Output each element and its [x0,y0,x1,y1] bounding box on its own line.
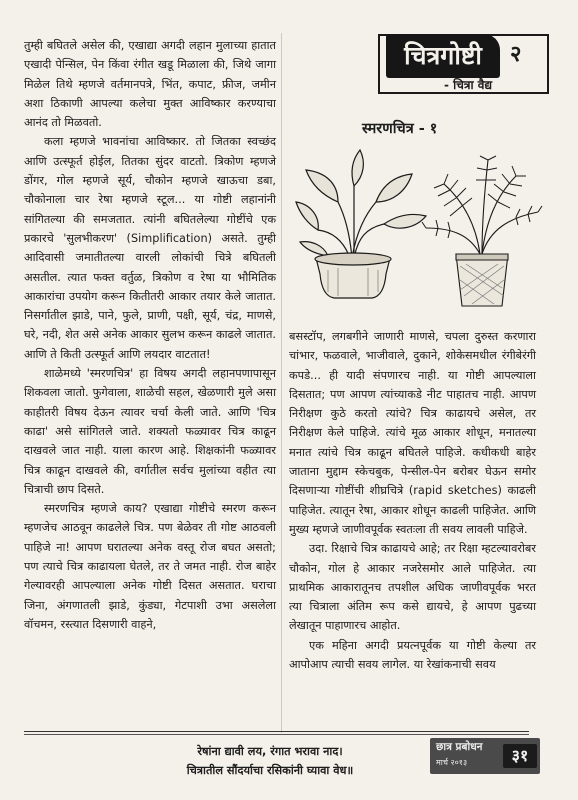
left-plant-icon [296,150,426,298]
article-title: स्मरणचित्र - १ [362,121,438,137]
footer-rule-inner [24,734,529,735]
paragraph-5: बसस्टॉप, लगबगीने जाणारी माणसे, चपला दुरुस्त करणारा चांभार, फळवाले, भाजीवाले, दुकाने, शोकेसमधील रंगीबेरंगी कपडे... ही यादी संपणारच नाही. या गोष्टी आपल्याला दिसतात; पण आपण त्यांच्याकडे नीट पाहातच नाही. आपण निरीक्षण कुठे करतो त्यांचे? चित्र काढायचे असेल, तर निरीक्षण केले पाहिजे. त्यांचे मूळ आकार शोधून, मनातल्या मनात त्यांचे चित्र काढून बघितले पाहिजे. कधीकधी बाहेर जाताना मुद्दाम स्केचबुक, पेन्सील-पेन बरोबर घेऊन समोर दिसणाऱ्या गोष्टींची शीघ्रचित्रे (rapid sketches) काढली पाहिजेत. त्यातून रेषा, आकार शोधून काढली पाहिजेत. आणि मुख्य म्हणजे जाणीवपूर्वक स्वतःला ती सवय लावली पाहिजे. [289,330,536,536]
page-number: ३१ [503,744,537,768]
right-plant-icon [422,156,542,306]
issue-date: मार्च २०१३ [436,758,468,767]
paragraph-2: कला म्हणजे भावनांचा आविष्कार. तो जितका स्वच्छंद आणि उत्स्फूर्त होईल, तितका सुंदर वाटतो. त्रिकोण म्हणजे डोंगर, गोल म्हणजे सूर्य, चौकोन म्हणजे खाऊचा डबा, चौकोनाला चार रेषा म्हणजे स्टूल... या गोष्टी लहानांनी सांगितल्या की समजतात. त्यांनी बघितलेल्या गोष्टींचे एक प्रकारचे 'सुलभीकरण' (Simplification) असते. तुम्ही आदिवासी जमातीतल्या वारली लोकांची चित्रे बघितली असतील. त्यात फक्त वर्तुळ, त्रिकोण व रेषा या भौमितिक आकारांचा उपयोग करून कितीतरी आकार तयार केले जातात. निसर्गातील झाडे, पाने, फुले, प्राणी, पक्षी, सूर्य, चंद्र, माणसे, घरे, नदी, शेत असे अनेक आकार सुलभ करून काढले जातात. आणि ते किती उत्स्फूर्त आणि लयदार वाटतात! [24,135,276,361]
paragraph-4: स्मरणचित्र म्हणजे काय? एखाद्या गोष्टीचे स्मरण करून म्हणजेच आठवून काढलेले चित्र. पण बेळेवर ती गोष्ट आठवली पाहिजे ना! आपण घरातल्या अनेक वस्तू रोज बघत असतो; पण त्याचे चित्र काढायला घेतले, तर ते जमत नाही. रोज बाहेर गेल्यावरही आपल्याला अनेक गोष्टी दिसत असतात. घराचा जिना, अंगणातली झाडे, कुंड्या, गेटपाशी उभा असलेला वॉचमन, रस्त्यात दिसणारी वाहने, [24,502,276,631]
series-title: चित्रगोष्टी [386,34,500,78]
left-column [24,36,276,634]
footer-rule [24,731,529,732]
right-column [289,327,536,674]
poem-line-2: चित्रातील सौंदर्याचा रसिकांनी घ्यावा वेध॥ [186,764,354,777]
paragraph-3: शाळेमध्ये 'स्मरणचित्र' हा विषय अगदी लहानपणापासून शिकवला जातो. फुगेवाला, शाळेची सहल, खेळणारी मुले असा काहीतरी विषय देऊन त्यावर चर्चा केली जाते. आणि 'चित्र काढा' असे सांगितले जाते. शक्यतो फळ्यावर चित्र काढून दाखवले जात नाही. याला कारण आहे. शिक्षकांनी फळ्यावर चित्र काढून दाखवले की, वर्गातील सर्वच मुलांच्या वहीत त्या चित्राची छाप दिसते. [24,367,276,496]
paragraph-1: तुम्ही बघितले असेल की, एखाद्या अगदी लहान मुलाच्या हातात एखादी पेन्सिल, पेन किंवा रंगीत खडू मिळाला की, जिथे जागा मिळेल तिथे म्हणजे वर्तमानपत्रे, भिंत, कपाट, फ्रीज, जमीन अशा ठिकाणी आपल्या कलेचा मुक्त आविष्कार करण्याचा आनंद तो मिळवतो. [24,39,276,130]
magazine-footer [430,738,540,774]
column-divider [281,33,282,733]
series-number: २ [510,42,522,67]
series-author: - चित्रा वैद्य [444,78,493,92]
series-header [378,34,549,94]
footer-poem [120,742,420,780]
paragraph-7: एक महिना अगदी प्रयत्नपूर्वक या गोष्टी केल्या तर आपोआप त्याची सवय लागेल. या रेखांकनाची सवय [289,638,536,672]
potted-plants-illustration [294,146,550,316]
paragraph-6: उदा. रिक्षाचे चित्र काढायचे आहे; तर रिक्षा म्हटल्यावरोबर चौकोन, गोल हे आकार नजरेसमोर आले पाहिजेत. त्या प्राथमिक आकारातूनच तपशील अधिक जाणीवपूर्वक भरत त्या चित्राला अंतिम रूप कसे द्यायचे, हे आपण पुढच्या लेखातून पाहाणारच आहोत. [289,542,536,633]
magazine-name: छात्र प्रबोधन [436,741,483,753]
poem-line-1: रेषांना द्यावी लय, रंगात भरावा नाद। [197,745,343,758]
